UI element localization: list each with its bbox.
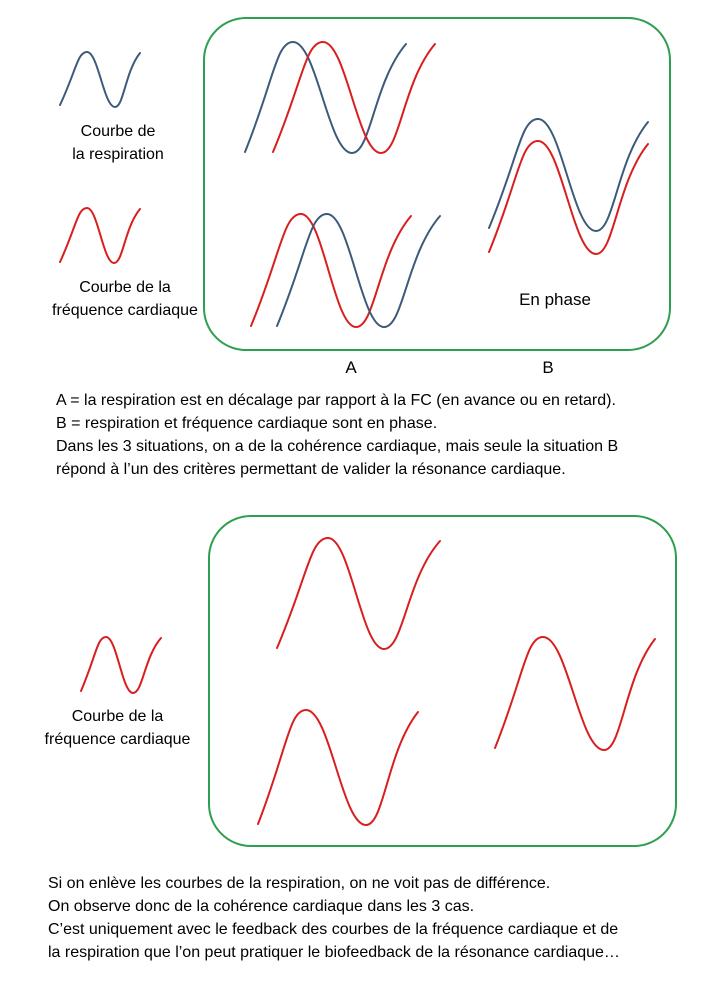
bottom-panel-frame	[209, 516, 676, 846]
conclusion-line: la respiration que l’on peut pratiquer le biofeedback de la résonance cardiaque…	[48, 944, 620, 961]
respiration-curve-a1	[245, 42, 406, 153]
conclusion-line: On observe donc de la cohérence cardiaque dans les 3 cas.	[48, 898, 475, 915]
legend-heart-line-1: Courbe de la	[79, 279, 171, 296]
respiration-legend-curve	[60, 52, 140, 107]
bottom-heart-rate-curve-3	[495, 637, 655, 750]
respiration-curve-a2	[277, 214, 440, 327]
legend-respiration	[58, 120, 178, 166]
explanation-line: Dans les 3 situations, on a de la cohérence cardiaque, mais seule la situation B	[56, 438, 619, 455]
explanation-text	[56, 389, 618, 481]
legend-heart-rate	[50, 276, 200, 322]
respiration-curve-b	[489, 119, 648, 231]
bottom-legend-heart-line-2: fréquence cardiaque	[44, 731, 191, 748]
bottom-heart-rate-curve-1	[277, 538, 440, 649]
heart-rate-legend-curve	[60, 208, 140, 263]
legend-respiration-line-2: la respiration	[72, 146, 164, 163]
bottom-heart-rate-legend-curve	[81, 637, 161, 693]
in-phase-label: En phase	[519, 290, 591, 309]
label-a: A	[345, 358, 357, 377]
heart-rate-curve-a2	[251, 214, 411, 327]
legend-heart-line-2: fréquence cardiaque	[52, 302, 198, 319]
explanation-line: A = la respiration est en décalage par rapport à la FC (en avance ou en retard).	[56, 392, 616, 409]
explanation-line: répond à l’un des critères permettant de valider la résonance cardiaque.	[56, 461, 566, 478]
legend-respiration-line-1: Courbe de	[80, 123, 156, 140]
conclusion-line: Si on enlève les courbes de la respiration, on ne voit pas de différence.	[48, 875, 551, 892]
bottom-legend-heart-line-1: Courbe de la	[71, 708, 164, 725]
bottom-heart-rate-curve-2	[258, 710, 418, 825]
explanation-line: B = respiration et fréquence cardiaque sont en phase.	[56, 415, 438, 432]
label-b: B	[542, 358, 554, 377]
bottom-legend-heart-rate	[40, 705, 195, 751]
conclusion-text	[48, 872, 620, 964]
heart-rate-curve-a1	[273, 42, 435, 153]
heart-rate-curve-b	[489, 141, 648, 254]
conclusion-line: C’est uniquement avec le feedback des courbes de la fréquence cardiaque et de	[48, 921, 619, 938]
